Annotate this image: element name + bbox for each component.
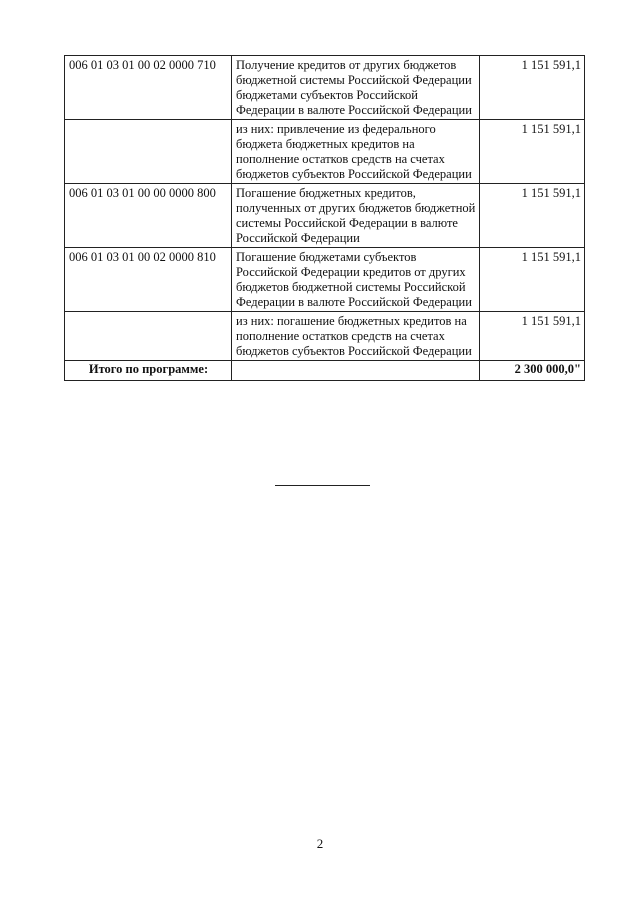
total-amount: 2 300 000,0" xyxy=(480,361,585,381)
total-label: Итого по программе: xyxy=(65,361,232,381)
amount-cell: 1 151 591,1 xyxy=(480,312,585,361)
budget-code-cell: 006 01 03 01 00 00 0000 800 xyxy=(65,184,232,248)
amount-cell: 1 151 591,1 xyxy=(480,120,585,184)
table-row xyxy=(65,56,585,120)
table-row xyxy=(65,184,585,248)
table-row xyxy=(65,248,585,312)
budget-table xyxy=(64,55,585,381)
total-description-cell xyxy=(232,361,480,381)
description-cell: Погашение бюджетных кредитов, полученных от других бюджетов бюджетной системы Российской Федерации в валюте Российской Федерации xyxy=(232,184,480,248)
description-cell: из них: погашение бюджетных кредитов на пополнение остатков средств на счетах бюджетов субъектов Российской Федерации xyxy=(232,312,480,361)
total-row xyxy=(65,361,585,381)
section-divider xyxy=(275,485,370,486)
amount-cell: 1 151 591,1 xyxy=(480,248,585,312)
budget-code-cell xyxy=(65,120,232,184)
table-row xyxy=(65,312,585,361)
budget-code-cell: 006 01 03 01 00 02 0000 810 xyxy=(65,248,232,312)
amount-cell: 1 151 591,1 xyxy=(480,184,585,248)
description-cell: Погашение бюджетами субъектов Российской Федерации кредитов от других бюджетов бюджетной системы Российской Федерации в валюте Российской Федерации xyxy=(232,248,480,312)
page-number: 2 xyxy=(316,836,324,851)
amount-cell: 1 151 591,1 xyxy=(480,56,585,120)
table-row xyxy=(65,120,585,184)
description-cell: из них: привлечение из федерального бюджета бюджетных кредитов на пополнение остатков средств на счетах бюджетов субъектов Российской Федерации xyxy=(232,120,480,184)
budget-code-cell xyxy=(65,312,232,361)
budget-code-cell: 006 01 03 01 00 02 0000 710 xyxy=(65,56,232,120)
description-cell: Получение кредитов от других бюджетов бюджетной системы Российской Федерации бюджетами субъектов Российской Федерации в валюте Российской Федерации xyxy=(232,56,480,120)
